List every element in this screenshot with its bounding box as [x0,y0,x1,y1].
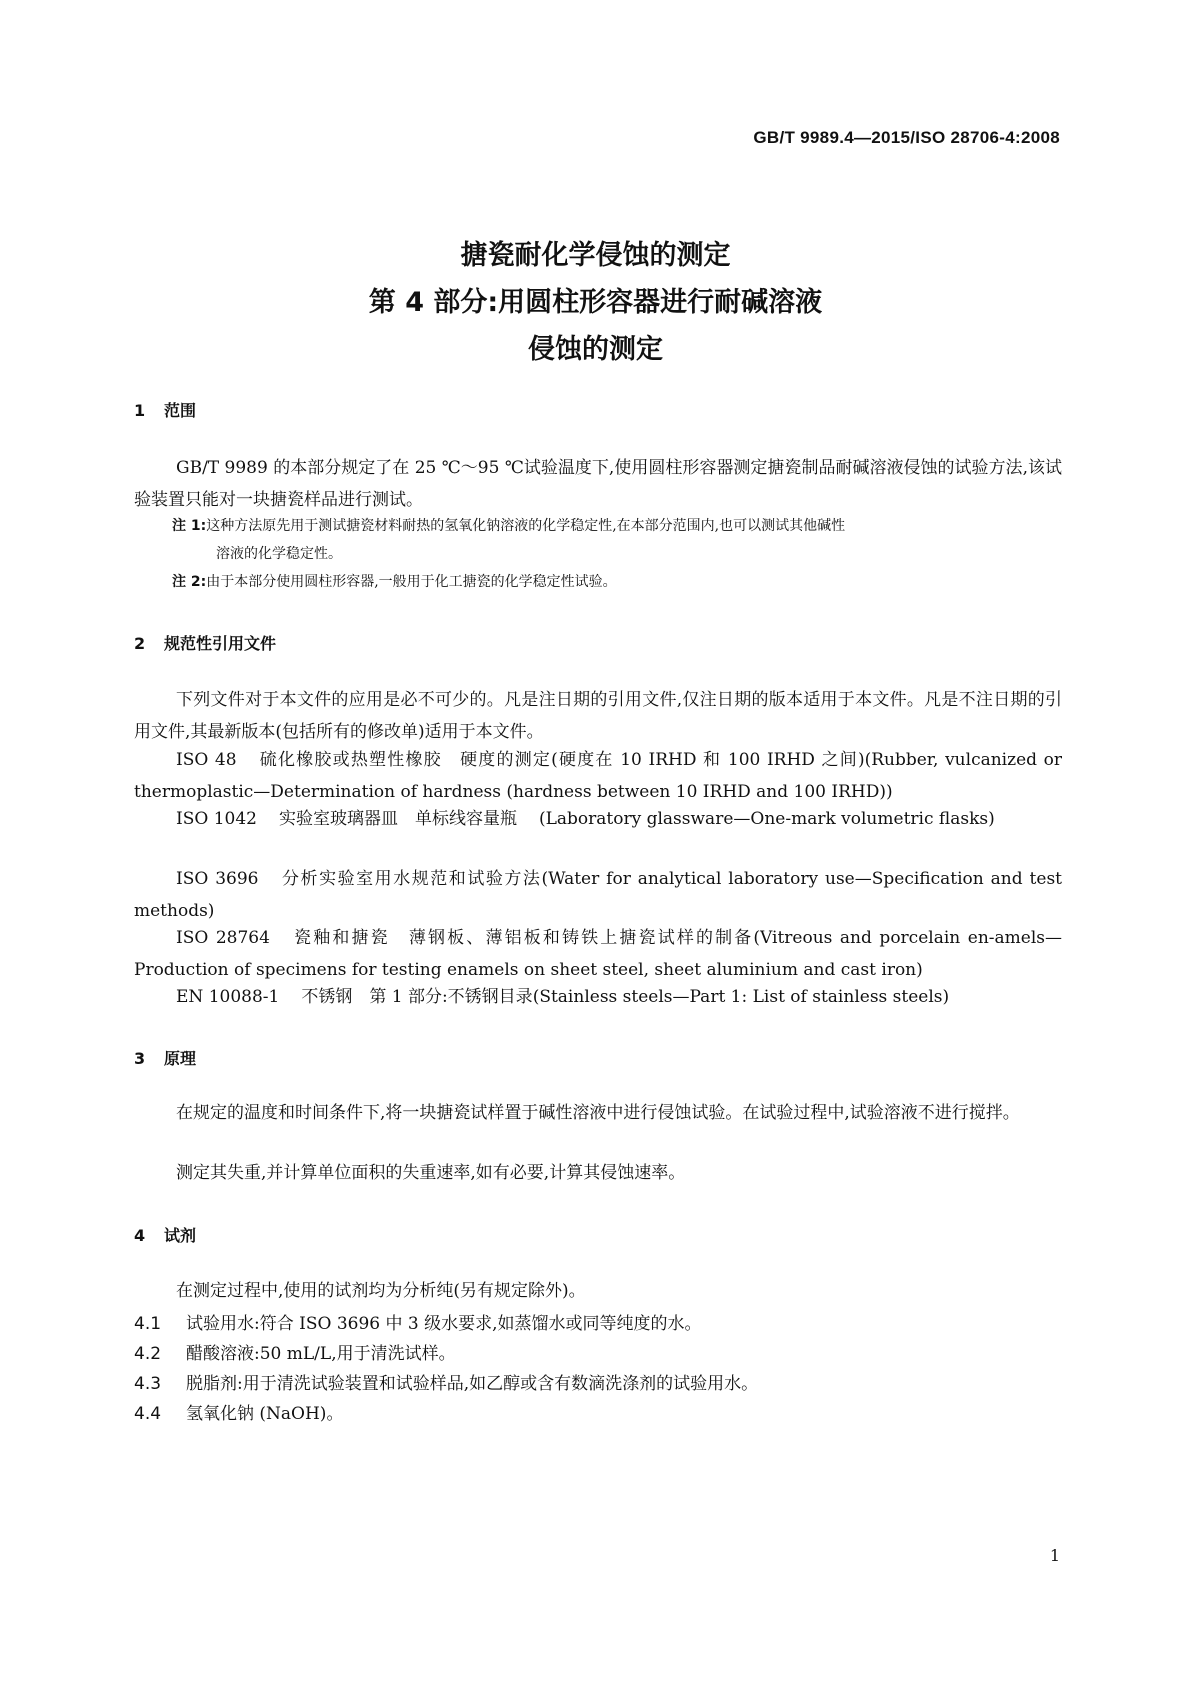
item-number: 4.3 [134,1374,162,1394]
section-title: 范围 [164,401,197,420]
reagent-item [134,1308,1062,1340]
title-line-1: 搪瓷耐化学侵蚀的测定 [460,240,731,271]
reference-entry [134,981,1062,1013]
reference-code: ISO 3696 [176,869,259,889]
reference-code: ISO 28764 [176,928,270,948]
section-number: 2 [134,634,146,653]
reference-entry [134,744,1062,808]
item-number: 4.4 [134,1404,162,1424]
reagent-item [134,1398,1062,1430]
reagent-item [134,1368,1062,1400]
section-number: 1 [134,401,146,420]
note-text-continued: 溶液的化学稳定性。 [216,546,342,562]
section-heading-principle [134,1046,196,1069]
reference-title-en: (Vitreous and porcelain en-amels—Production of specimens for testing enamels on sheet steel, sheet aluminium and cast iron) [134,928,1062,980]
reference-entry [134,803,1062,835]
reagents-intro: 在测定过程中,使用的试剂均为分析纯(另有规定除外)。 [176,1281,586,1301]
reference-title-cn: 瓷釉和搪瓷 薄钢板、薄铝板和铸铁上搪瓷试样的制备 [291,928,754,948]
page-number: 1 [1049,1546,1060,1565]
section-title: 原理 [164,1049,197,1068]
item-number: 4.2 [134,1344,162,1364]
note-label: 注 2: [172,574,207,590]
scope-paragraph: GB/T 9989 的本部分规定了在 25 ℃～95 ℃试验温度下,使用圆柱形容器测定搪瓷制品耐碱溶液侵蚀的试验方法,该试验装置只能对一块搪瓷样品进行测试。 [134,458,1062,510]
section-number: 4 [134,1226,146,1245]
section-title: 规范性引用文件 [164,634,277,653]
note-text: 由于本部分使用圆柱形容器,一般用于化工搪瓷的化学稳定性试验。 [206,574,617,590]
reagent-item [134,1338,1062,1370]
reference-title-en: (Water for analytical laboratory use—Specification and test methods) [134,869,1063,921]
reference-title-en: (Stainless steels—Part 1: List of stainless steels) [532,987,950,1007]
section-heading-scope [134,398,196,421]
note-2 [172,568,1062,596]
reference-title-en: (Laboratory glassware—One-mark volumetric flasks) [538,809,995,829]
reference-title-en: (Rubber, vulcanized or thermoplastic—Determination of hardness (hardness between 10 IRHD and 100 IRHD)) [134,750,1062,802]
reference-code: ISO 1042 [176,809,257,829]
standard-number: GB/T 9989.4—2015/ISO 28706-4:2008 [753,128,1060,147]
item-text: 脱脂剂:用于清洗试验装置和试验样品,如乙醇或含有数滴洗涤剂的试验用水。 [186,1374,759,1394]
document-title [0,232,1191,373]
reference-title-cn: 分析实验室用水规范和试验方法 [280,869,542,889]
section-heading-normative-references [134,631,276,654]
principle-paragraph-2: 测定其失重,并计算单位面积的失重速率,如有必要,计算其侵蚀速率。 [176,1163,686,1183]
note-text: 这种方法原先用于测试搪瓷材料耐热的氢氧化钠溶液的化学稳定性,在本部分范围内,也可以测试其他碱性 [206,518,846,534]
reference-title-cn: 不锈钢 第 1 部分:不锈钢目录 [301,987,533,1007]
item-number: 4.1 [134,1314,162,1334]
reference-title-cn: 实验室玻璃器皿 单标线容量瓶 [278,809,517,829]
reference-code: ISO 48 [176,750,237,770]
item-text: 醋酸溶液:50 mL/L,用于清洗试样。 [186,1344,456,1364]
reference-entry [134,922,1062,986]
reference-code: EN 10088-1 [176,987,280,1007]
reference-title-cn: 硫化橡胶或热塑性橡胶 硬度的测定(硬度在 10 IRHD 和 100 IRHD 之间) [258,750,865,770]
item-text: 氢氧化钠 (NaOH)。 [186,1404,344,1424]
section-title: 试剂 [164,1226,197,1245]
references-intro: 下列文件对于本文件的应用是必不可少的。凡是注日期的引用文件,仅注日期的版本适用于本文件。凡是不注日期的引用文件,其最新版本(包括所有的修改单)适用于本文件。 [134,690,1062,742]
title-line-3: 侵蚀的测定 [528,334,663,365]
note-1 [172,512,1062,568]
section-heading-reagents [134,1223,196,1246]
section-number: 3 [134,1049,146,1068]
item-text: 试验用水:符合 ISO 3696 中 3 级水要求,如蒸馏水或同等纯度的水。 [186,1314,702,1334]
title-line-2: 第 4 部分:用圆柱形容器进行耐碱溶液 [368,287,823,318]
principle-paragraph-1: 在规定的温度和时间条件下,将一块搪瓷试样置于碱性溶液中进行侵蚀试验。在试验过程中,试验溶液不进行搅拌。 [176,1103,1020,1123]
reference-entry [134,863,1062,927]
note-label: 注 1: [172,518,207,534]
